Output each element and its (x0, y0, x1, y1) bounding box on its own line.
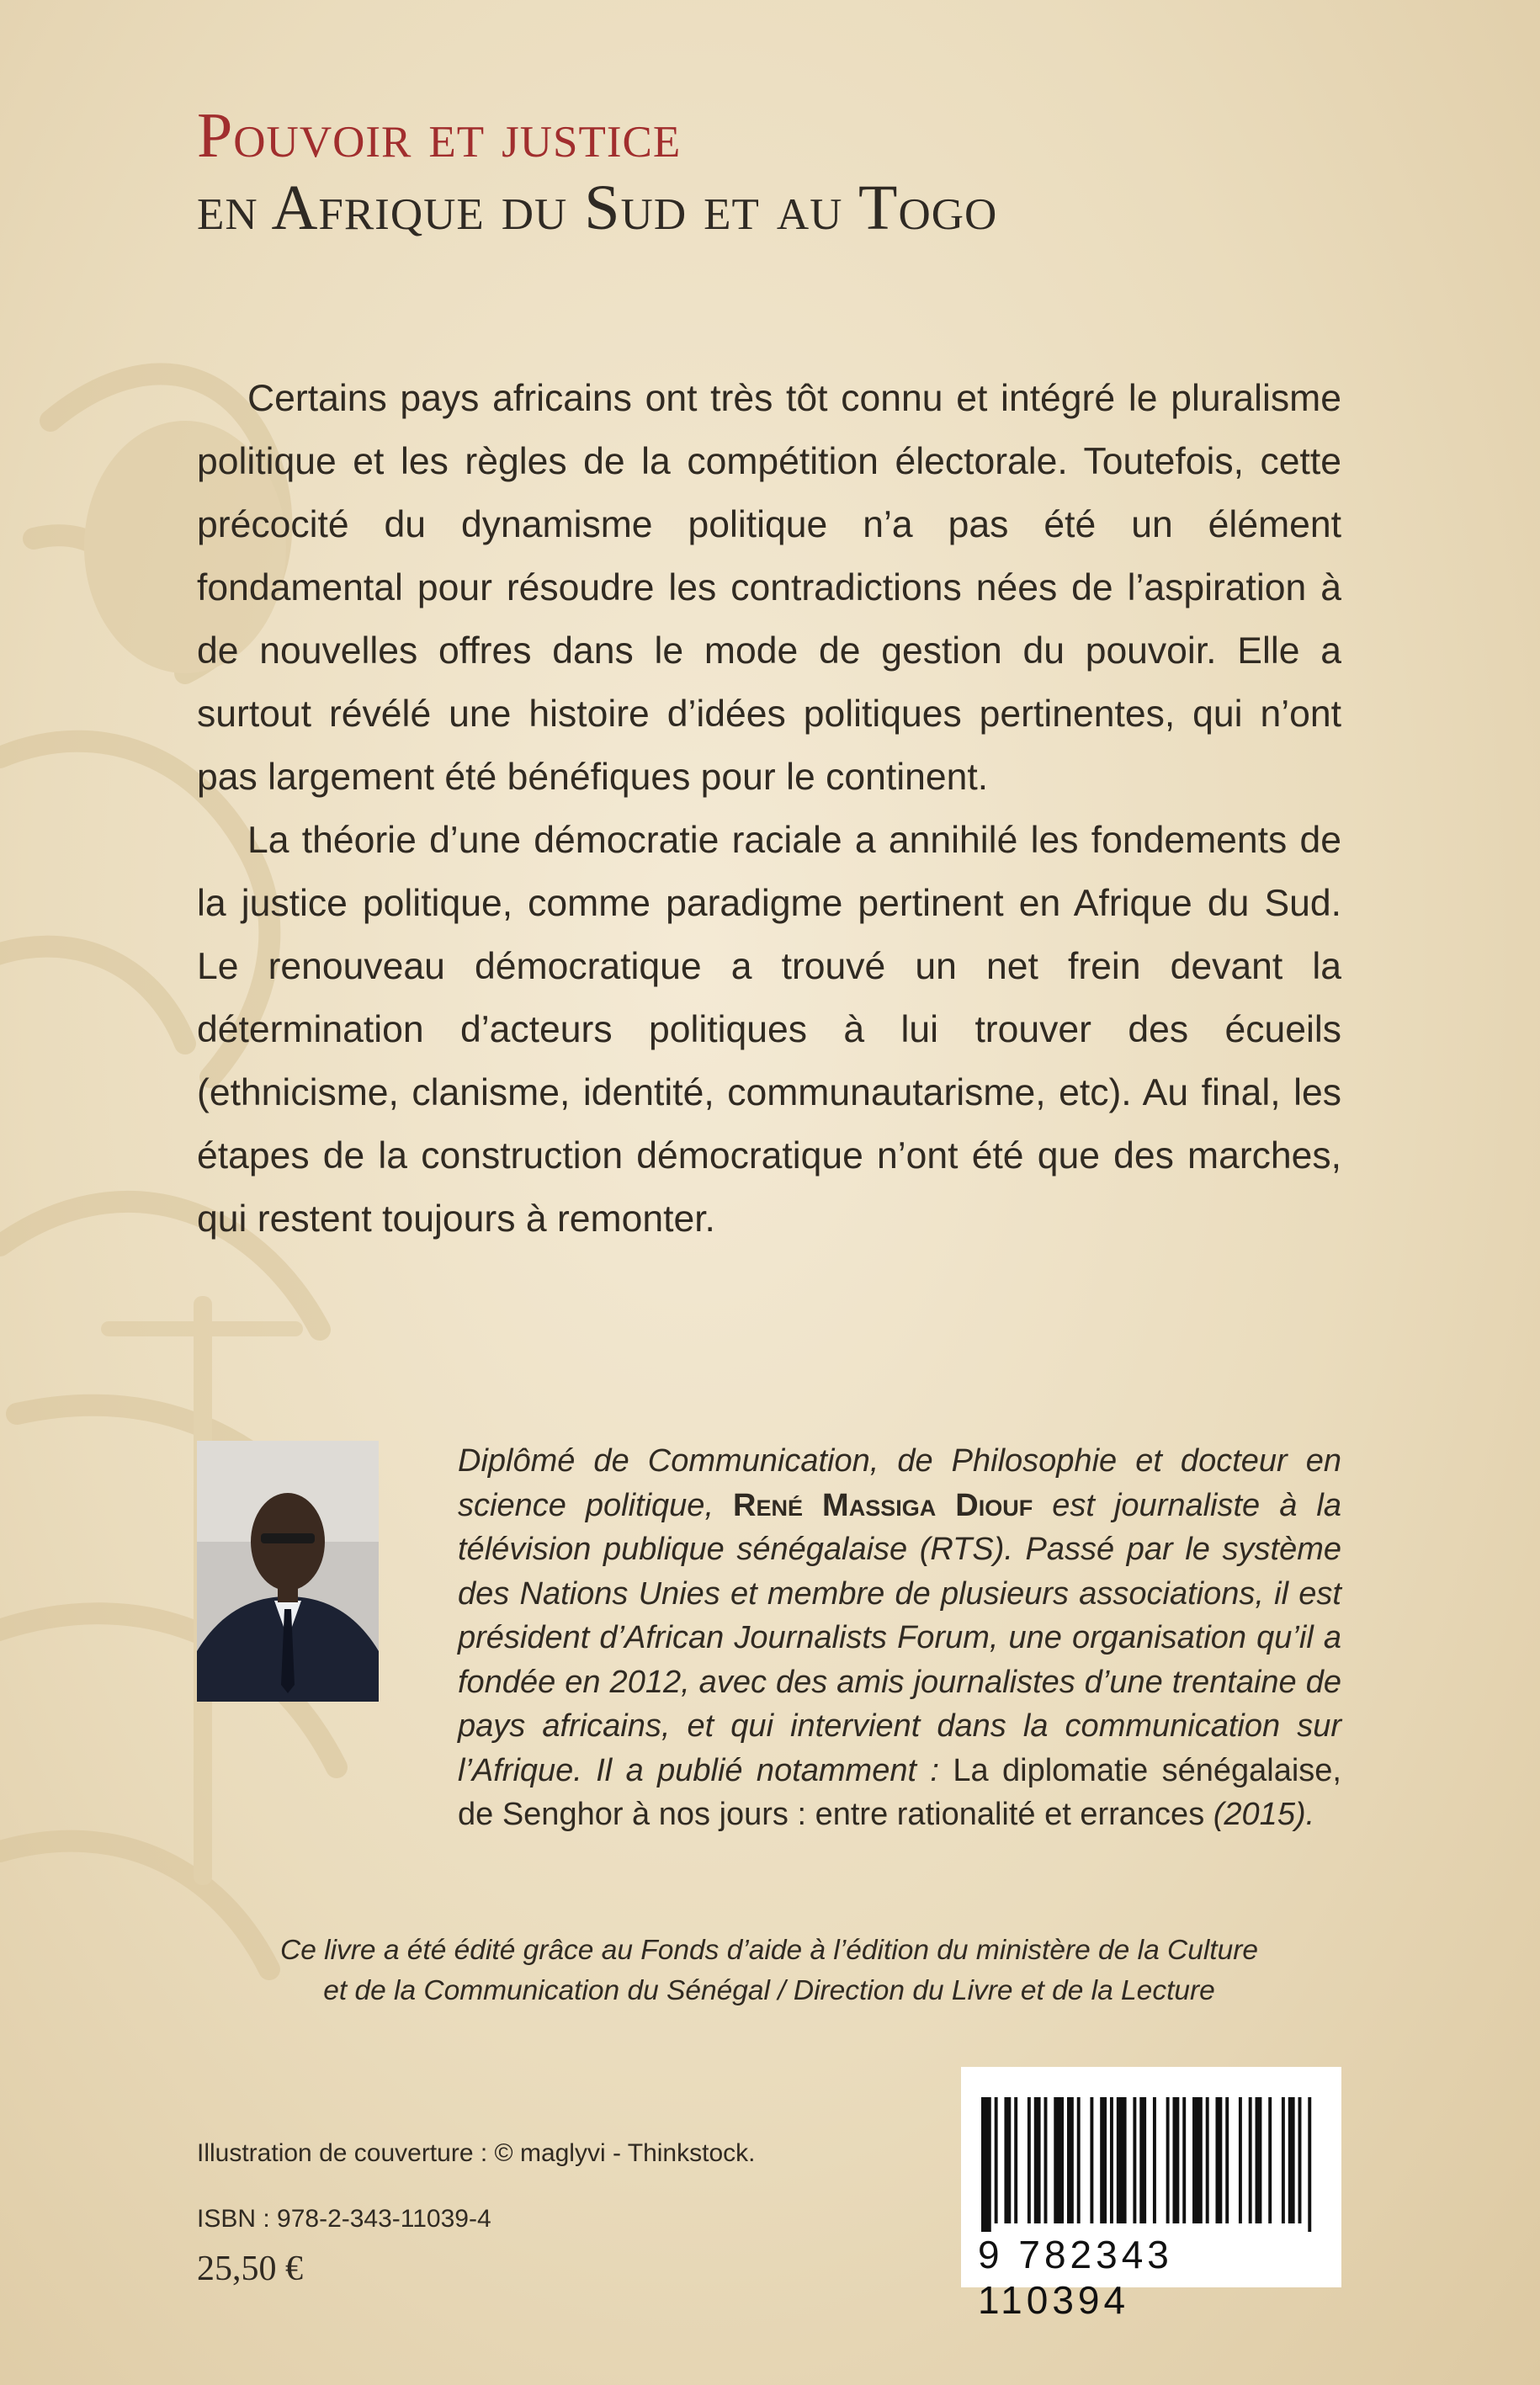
author-bio (458, 1439, 1341, 1837)
barcode-bar (1249, 2097, 1252, 2223)
barcode-bar (1256, 2097, 1262, 2223)
barcode-bar (1206, 2097, 1209, 2223)
barcode-bar (1192, 2097, 1203, 2223)
title-line-2: en Afrique du Sud et au Togo (197, 173, 998, 243)
funding-line-1: Ce livre a été édité grâce au Fonds d’aide à l’édition du ministère de la Culture (280, 1935, 1258, 1966)
barcode-bar (981, 2097, 991, 2232)
barcode-bar (1225, 2097, 1229, 2223)
barcode-bar (1215, 2097, 1222, 2223)
book-title (197, 99, 1392, 244)
barcode-bar (1100, 2097, 1107, 2223)
barcode-digits: 9 782343 110394 (978, 2233, 1173, 2322)
barcode-bar (1172, 2097, 1179, 2223)
title-line-1: Pouvoir et justice (197, 100, 682, 171)
barcode-bar (1014, 2097, 1017, 2223)
published-book-year: (2015). (1204, 1797, 1315, 1832)
bio-text-part-1: Diplômé de Communication, de Philosophie et docteur en science politique, (458, 1443, 1341, 1523)
barcode-bar (1139, 2097, 1146, 2223)
barcode-bar (1133, 2097, 1136, 2223)
barcode-bars (981, 2097, 1321, 2232)
barcode-bar (1067, 2097, 1074, 2223)
isbn: ISBN : 978-2-343-11039-4 (197, 2205, 491, 2233)
barcode-bar (1268, 2097, 1272, 2223)
barcode-bar (1182, 2097, 1186, 2223)
cover-credit: Illustration de couverture : © maglyvi - Thinkstock. (197, 2139, 756, 2167)
barcode-bar (1028, 2097, 1031, 2223)
barcode-bar (1166, 2097, 1170, 2223)
published-book-title: La diplomatie sénégalaise, de Senghor à nos jours : entre rationalité et errances (458, 1752, 1341, 1832)
summary-paragraph-2: La théorie d’une démocratie raciale a annihilé les fondements de la justice politique, comme paradigme pertinent en Afrique du Sud. Le renouveau démocratique a trouvé un net frein devant la détermination d’acteurs politiques à lui trouver des écueils (ethnicisme, clanisme, identité, communautarisme, etc). Au final, les étapes de la construction démocratique n’ont été que des marches, qui restent toujours à remonter. (197, 820, 1341, 1240)
barcode-bar (1298, 2097, 1302, 2223)
barcode-bar (1308, 2097, 1311, 2232)
author-photo (197, 1441, 379, 1702)
barcode-bar (1044, 2097, 1048, 2223)
barcode-bar (1288, 2097, 1295, 2223)
barcode-bar (1153, 2097, 1156, 2223)
barcode-bar (1077, 2097, 1081, 2223)
barcode-bar (1282, 2097, 1285, 2223)
funding-notice (197, 1931, 1341, 2011)
barcode-bar (1117, 2097, 1127, 2223)
barcode-bar (1090, 2097, 1093, 2223)
book-summary (197, 367, 1341, 1251)
barcode-bar (1034, 2097, 1041, 2223)
barcode (961, 2067, 1341, 2322)
barcode-bar (1239, 2097, 1242, 2223)
barcode-bar (1004, 2097, 1011, 2223)
price: 25,50 € (197, 2250, 303, 2288)
author-name: René Massiga Diouf (733, 1487, 1033, 1523)
summary-paragraph-1: Certains pays africains ont très tôt connu et intégré le pluralisme politique et les règles de la compétition électorale. Toutefois, cette précocité du dynamisme politique n’a pas été un élément fondamental pour résoudre les contradictions nées de l’aspiration à de nouvelles offres dans le mode de gestion du pouvoir. Elle a surtout révélé une histoire d’idées politiques pertinentes, qui n’ont pas largement été bénéfiques pour le continent. (197, 378, 1341, 798)
barcode-bar (995, 2097, 998, 2223)
bio-text-part-2: est journaliste à la télévision publique sénégalaise (RTS). Passé par le système des Nations Unies et membre de plusieurs associations, il est président d’African Journalists Forum, une organisation qu’il a fondée en 2012, avec des amis journalistes d’une trentaine de pays africains, et qui intervient dans la communication sur l’Afrique. Il a publié notamment : (458, 1487, 1341, 1788)
barcode-bar (1110, 2097, 1113, 2223)
barcode-bar (1054, 2097, 1064, 2223)
funding-line-2: et de la Communication du Sénégal / Direction du Livre et de la Lecture (323, 1975, 1215, 2006)
